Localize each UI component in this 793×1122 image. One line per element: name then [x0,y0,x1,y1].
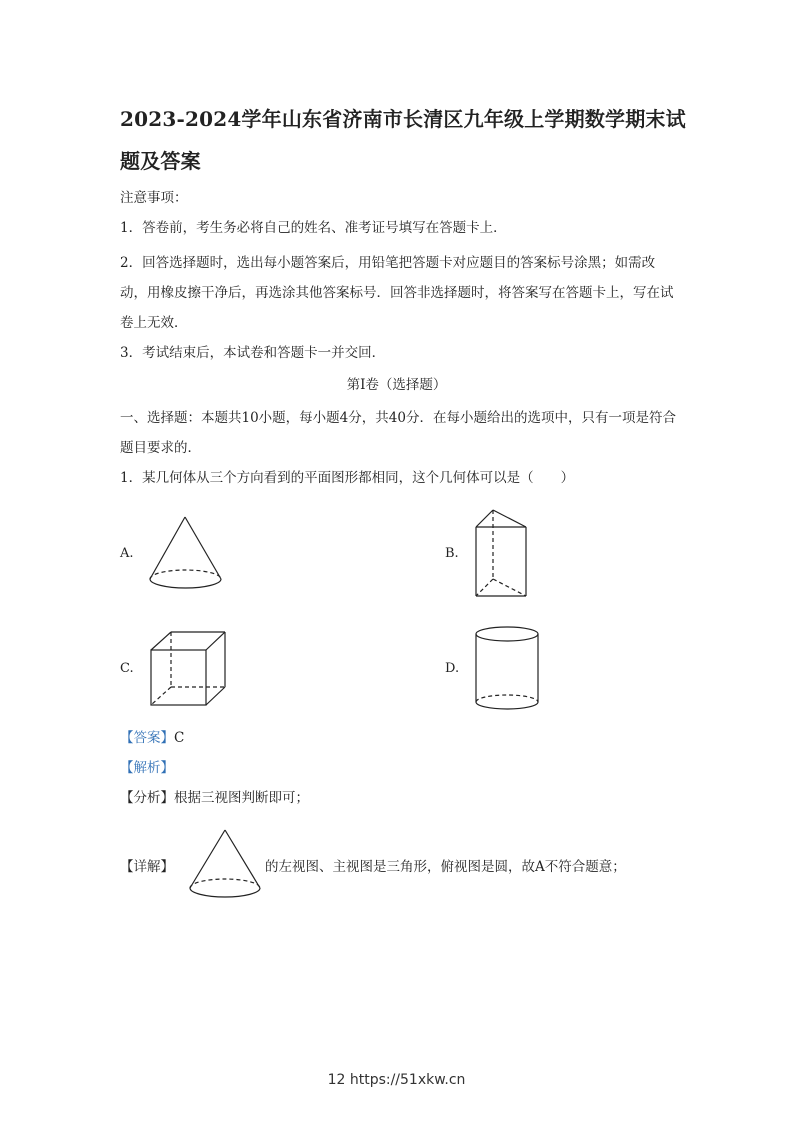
fenxi-text: 根据三视图判断即可； [174,790,309,806]
cone-figure [148,515,226,595]
option-d-label: D. [445,661,460,676]
option-b-label: B. [445,546,459,561]
page-footer: 12 https://51xkw.cn [327,1072,466,1088]
question-1-text: 1．某几何体从三个方向看到的平面图形都相同，这个几何体可以是（ ） [120,470,575,486]
answer-tag: 【答案】 [120,730,174,746]
notice-2: 2．回答选择题时，选出每小题答案后，用铅笔把答题卡对应题目的答案标号涂黑；如需改动，用橡皮擦干净后，再选涂其他答案标号．回答非选择题时，将答案写在答题卡上，写在试卷上无效． [120,255,674,331]
notice-1: 1．答卷前，考生务必将自己的姓名、准考证号填写在答题卡上． [120,220,507,236]
document-title: 2023-2024学年山东省济南市长清区九年级上学期数学期末试题及答案 [120,107,686,173]
option-a-label: A. [120,546,134,561]
answer-value: C [174,730,185,746]
detail-cone-figure [187,828,267,908]
cube-figure [148,630,228,708]
cylinder-figure [474,625,542,715]
detail-tag: 【详解】 [120,859,174,875]
analysis-tag: 【解析】 [120,760,174,776]
detail-text: 的左视图、主视图是三角形，俯视图是圆，故A不符合题意； [265,859,626,875]
notice-3: 3．考试结束后，本试卷和答题卡一并交回． [120,345,386,361]
answer-line [120,728,680,748]
triangular-prism-figure [473,507,529,599]
fenxi-line [120,788,680,808]
part-intro: 一、选择题：本题共10小题，每小题4分，共40分．在每小题给出的选项中，只有一项是符合题目要求的． [120,410,676,456]
section-title: 第Ⅰ卷（选择题） [346,377,447,393]
option-c-label: C. [120,661,134,676]
fenxi-tag: 【分析】 [120,790,174,806]
notice-heading: 注意事项： [120,190,188,206]
